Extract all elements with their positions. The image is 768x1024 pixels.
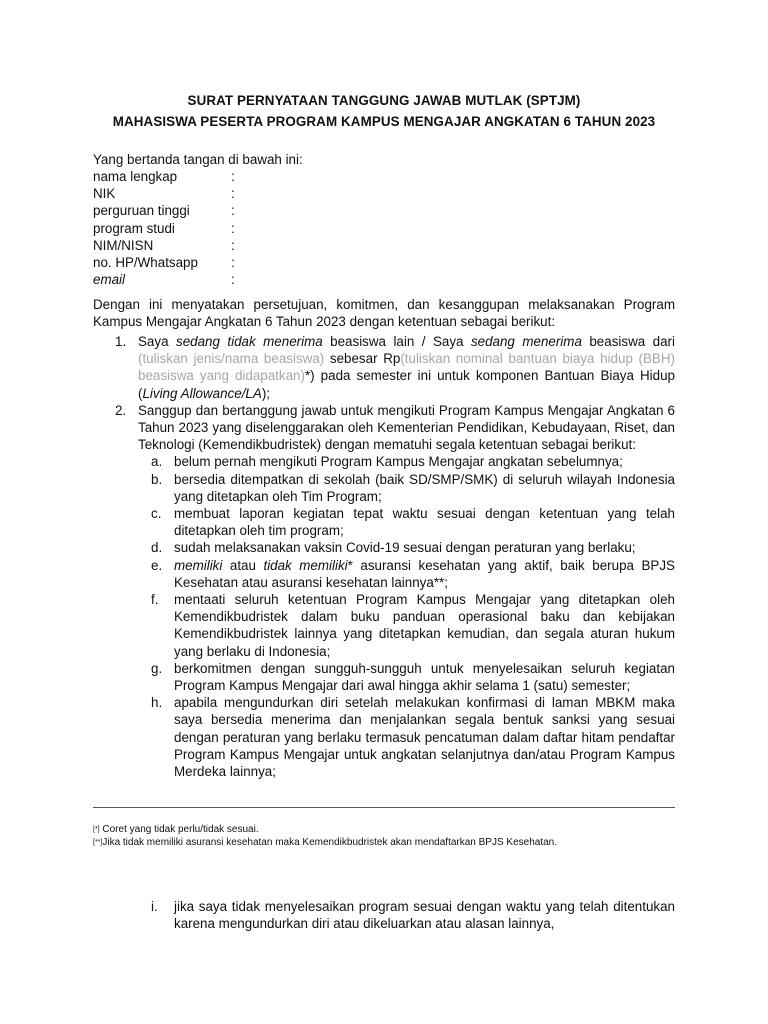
sub-item-h	[138, 694, 675, 780]
item-text	[138, 333, 675, 402]
document-subtitle: MAHASISWA PESERTA PROGRAM KAMPUS MENGAJAR ANGKATAN 6 TAHUN 2023	[112, 114, 656, 129]
continuation-item	[93, 898, 675, 932]
sub-list	[138, 453, 675, 780]
sub-text: berkomitmen dengan sungguh-sungguh untuk menyelesaikan seluruh kegiatan Program Kampus Mengajar dari awal hingga akhir selama 1 (satu) semester;	[174, 660, 675, 694]
sub-letter: a.	[151, 454, 163, 470]
text-run: beasiswa lain / Saya	[322, 334, 471, 349]
sub-letter: e.	[151, 557, 163, 573]
intro-text: Yang bertanda tangan di bawah ini:	[93, 152, 303, 167]
list-item-1	[93, 333, 675, 402]
field-nama-lengkap	[93, 168, 241, 185]
field-label: NIM/NISN	[93, 237, 154, 253]
sub-text: mentaati seluruh ketentuan Program Kampus Mengajar yang ditetapkan oleh Kemendikbudristek dalam buku panduan operasional baku dan kebijakan Kemendikbudristek lainnya yang ditetapkan kemudian, dan segala aturan hukum yang berlaku di Indonesia;	[174, 592, 675, 659]
footnote-mark: [*]	[93, 826, 100, 833]
field-hp-whatsapp	[93, 254, 241, 271]
text-run: );	[261, 385, 271, 401]
footnote-text: Coret yang tidak perlu/tidak sesuai.	[99, 824, 259, 835]
footnote-mark: [**]	[93, 839, 103, 846]
field-colon: :	[231, 186, 235, 202]
sub-text: jika saya tidak menyelesaikan program sesuai dengan waktu yang telah ditentukan karena mengundurkan diri atau dikeluarkan atau alasan lainnya,	[174, 899, 675, 932]
sub-item-a	[138, 453, 675, 470]
sub-item-f	[138, 591, 675, 660]
sub-letter: h.	[151, 695, 163, 711]
sub-text	[174, 557, 675, 591]
document-title: SURAT PERNYATAAN TANGGUNG JAWAB MUTLAK (SPTJM)	[187, 93, 581, 108]
sub-letter: g.	[151, 660, 163, 676]
field-program-studi	[93, 220, 241, 237]
sub-item-e	[138, 557, 675, 591]
text-run-italic: tidak memiliki	[263, 557, 348, 573]
field-label: nama lengkap	[93, 169, 178, 184]
sub-letter: d.	[151, 540, 163, 556]
text-run: * asuransi kesehatan yang aktif, baik berupa BPJS Kesehatan atau asuransi kesehatan lainnya**;	[174, 557, 675, 590]
item-text	[138, 402, 675, 780]
sub-text: belum pernah mengikuti Program Kampus Mengajar angkatan sebelumnya;	[174, 454, 623, 470]
text-run: *) pada semester ini untuk komponen Bantuan Biaya Hidup (	[138, 368, 675, 401]
sub-text: apabila mengundurkan diri setelah melakukan konfirmasi di laman MBKM maka saya bersedia menerima dan menjalankan segala bentuk sanksi yang sesuai dengan peraturan yang berlaku termasuk pencatuman dalam daftar hitam pendaftar Program Kampus Mengajar untuk angkatan selanjutnya dan/atau Program Kampus Merdeka lainnya;	[174, 695, 675, 780]
item-number: 2.	[115, 402, 127, 418]
sub-letter: c.	[151, 506, 162, 522]
field-label: NIK	[93, 186, 116, 202]
field-colon: :	[231, 203, 235, 219]
sub-item-i	[93, 898, 675, 932]
statement-paragraph: Dengan ini menyatakan persetujuan, komitmen, dan kesanggupan melaksanakan Program Kampus Mengajar Angkatan 6 Tahun 2023 dengan ketentuan sebagai berikut:	[93, 297, 675, 330]
placeholder-scholarship: (tuliskan jenis/nama beasiswa)	[138, 351, 325, 367]
field-colon: :	[231, 272, 235, 288]
field-colon: :	[231, 169, 235, 184]
sub-item-c	[138, 505, 675, 539]
field-nik	[93, 185, 241, 202]
field-email	[93, 271, 241, 288]
text-run: Saya	[138, 334, 176, 349]
sub-letter: b.	[151, 471, 163, 487]
sub-item-g	[138, 660, 675, 694]
footnote-separator	[93, 807, 675, 808]
footnote-text: Jika tidak memiliki asuransi kesehatan maka Kemendikbudristek akan mendaftarkan BPJS Kesehatan.	[102, 837, 558, 848]
text-run-italic: Living Allowance/LA	[142, 385, 262, 401]
placeholder-nominal: (tuliskan nominal bantuan biaya hidup (BBH) beasiswa yang didapatkan)	[138, 351, 675, 384]
field-perguruan-tinggi	[93, 202, 241, 219]
text-run: beasiswa dari	[581, 334, 675, 349]
field-label: email	[93, 272, 125, 288]
text-run-italic: memiliki	[174, 557, 223, 573]
sub-text: bersedia ditempatkan di sekolah (baik SD/SMP/SMK) di seluruh wilayah Indonesia yang ditetapkan oleh Tim Program;	[174, 471, 675, 504]
text-run: atau	[222, 557, 264, 573]
list-item-2	[93, 402, 675, 780]
footnote-2	[93, 837, 557, 849]
sub-text: sudah melaksanakan vaksin Covid-19 sesuai dengan peraturan yang berlaku;	[174, 540, 636, 556]
field-colon: :	[231, 237, 235, 253]
sub-item-b	[138, 471, 675, 505]
item-paragraph: Sanggup dan bertanggung jawab untuk mengikuti Program Kampus Mengajar Angkatan 6 Tahun 2023 yang diselenggarakan oleh Kementerian Pendidikan, Kebudayaan, Riset, dan Teknologi (Kemendikbudristek) dengan mematuhi segala ketentuan sebagai berikut:	[138, 402, 675, 453]
text-run-italic: sedang menerima	[470, 334, 582, 349]
sub-letter: f.	[151, 592, 159, 608]
field-label: perguruan tinggi	[93, 203, 190, 219]
terms-list	[93, 333, 675, 780]
field-nim-nisn	[93, 237, 241, 254]
field-colon: :	[231, 220, 235, 236]
item-number: 1.	[115, 334, 127, 349]
field-label: no. HP/Whatsapp	[93, 254, 198, 270]
sub-letter: i.	[151, 899, 158, 914]
sub-text: membuat laporan kegiatan tepat waktu sesuai dengan ketentuan yang telah ditetapkan oleh tim program;	[174, 506, 675, 539]
text-run: sebesar Rp	[324, 351, 401, 367]
field-label: program studi	[93, 220, 175, 236]
footnote-1	[93, 824, 259, 836]
field-colon: :	[231, 254, 235, 270]
text-run-italic: sedang tidak menerima	[176, 334, 323, 349]
sub-item-d	[138, 539, 675, 556]
identity-fields	[93, 168, 241, 288]
